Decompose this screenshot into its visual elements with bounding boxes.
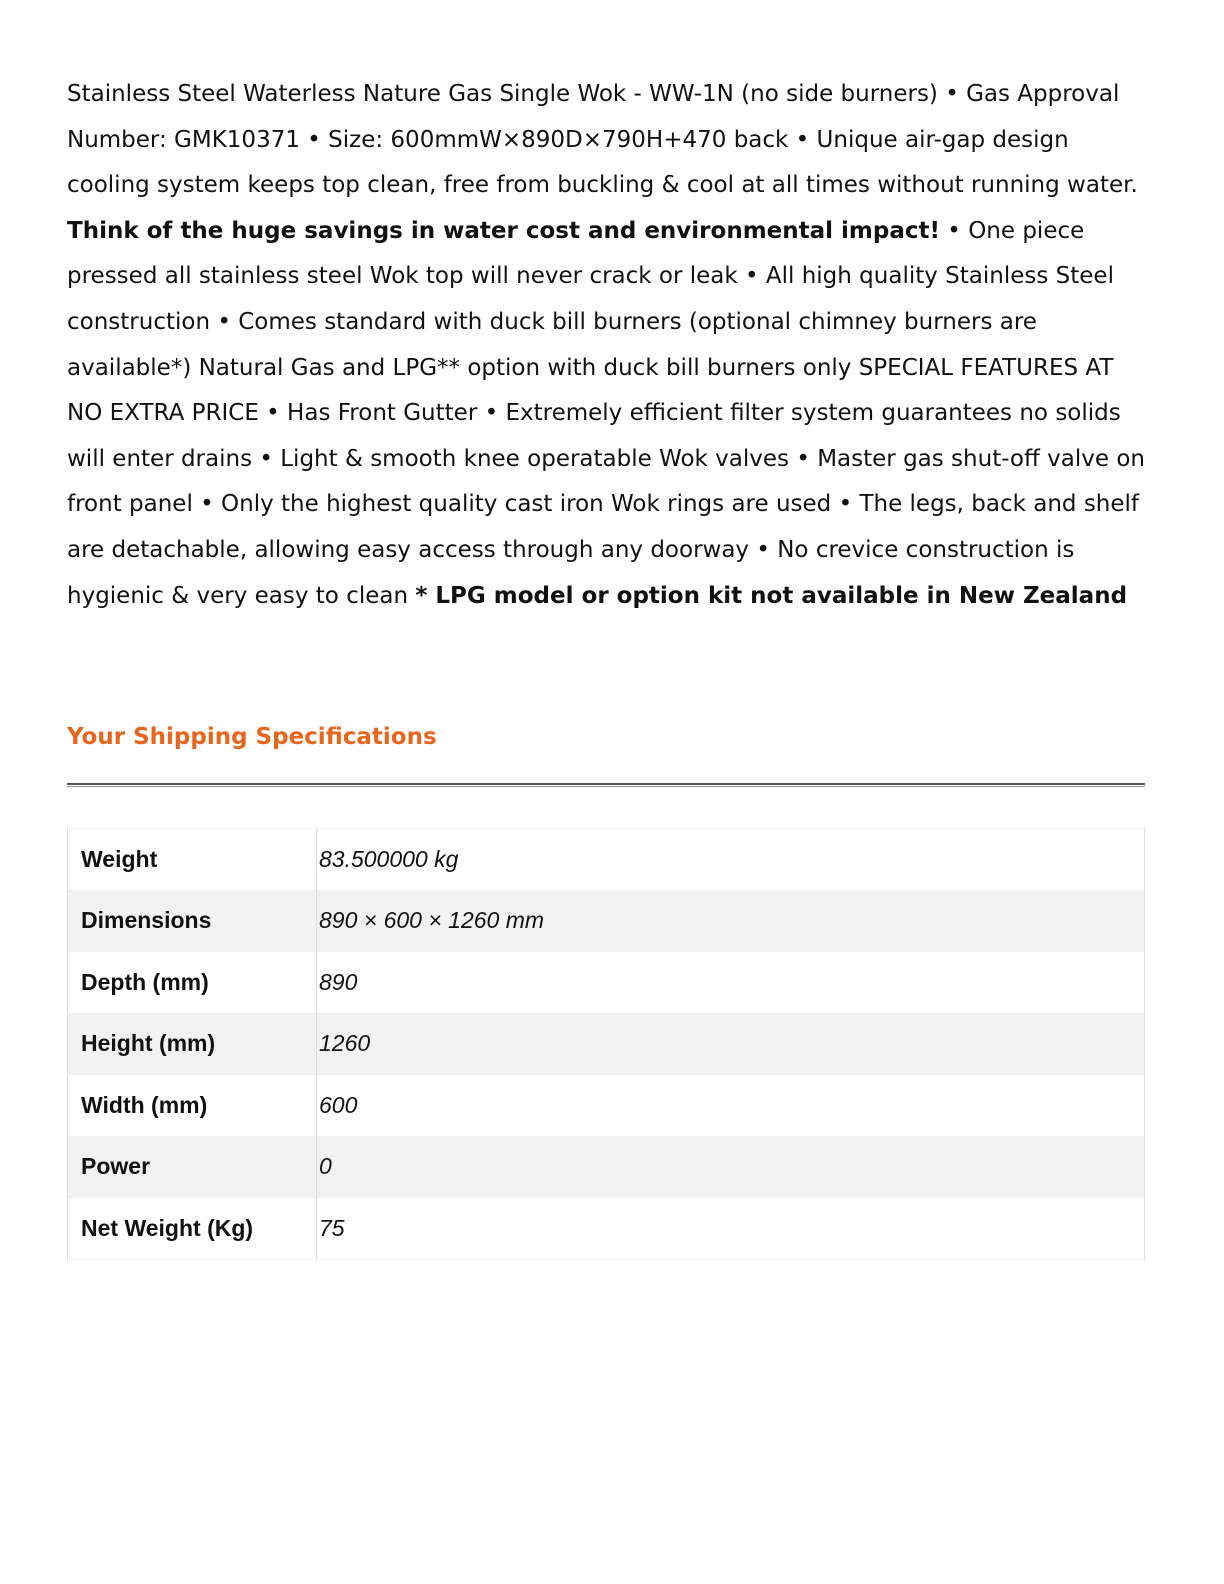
description-body: • One piece pressed all stainless steel Wok top will never crack or leak • All high quality Stainless Steel construction • Comes standard with duck bill burners (optional chimney burners are available*) Natural Gas and LPG** option with duck bill burners only SPECIAL FEATURES AT NO EXTRA PRICE • Has Front Gutter • Extremely efficient filter system guarantees no solids will enter drains • Light & smooth knee operatable Wok valves • Master gas shut-off valve on front panel • Only the highest quality cast iron Wok rings are used • The legs, back and shelf are detachable, allowing easy access through any doorway • No crevice construction is hygienic & very easy to clean bbox=[67, 217, 1145, 609]
table-row bbox=[68, 952, 1145, 1014]
spec-value: 0 bbox=[319, 1153, 332, 1180]
table-row bbox=[68, 1198, 1145, 1260]
description-intro: Stainless Steel Waterless Nature Gas Single Wok - WW-1N (no side burners) • Gas Approval Number: GMK10371 • Size: 600mmW×890D×790H+470 back • Unique air-gap design cooling system keeps top clean, free from buckling & cool at all times without running water. bbox=[67, 81, 1138, 199]
spec-value: 890 bbox=[319, 968, 358, 995]
spec-label: Weight bbox=[68, 829, 317, 891]
table-row bbox=[68, 1013, 1145, 1075]
product-page bbox=[67, 72, 1145, 1241]
spec-value: 600 bbox=[319, 1091, 358, 1118]
spec-label: Height (mm) bbox=[68, 1013, 317, 1075]
description-highlight: Think of the huge savings in water cost and environmental impact! bbox=[67, 217, 940, 244]
section-divider bbox=[67, 783, 1145, 787]
table-row bbox=[68, 829, 1145, 891]
table-row bbox=[68, 1075, 1145, 1137]
shipping-specs-title: Your Shipping Specifications bbox=[67, 724, 437, 750]
spec-value: 75 bbox=[319, 1214, 345, 1241]
description-note: * LPG model or option kit not available in New Zealand bbox=[415, 582, 1128, 609]
shipping-specs-table bbox=[67, 828, 1145, 1260]
spec-value: 1260 bbox=[319, 1030, 371, 1057]
spec-label: Net Weight (Kg) bbox=[68, 1198, 317, 1260]
spec-label: Width (mm) bbox=[68, 1075, 317, 1137]
spec-label: Depth (mm) bbox=[68, 952, 317, 1014]
spec-label: Dimensions bbox=[68, 890, 317, 952]
spec-value: 83.500000 kg bbox=[319, 845, 459, 872]
spec-label: Power bbox=[68, 1136, 317, 1198]
spec-value: 890 × 600 × 1260 mm bbox=[319, 907, 545, 934]
table-row bbox=[68, 890, 1145, 952]
product-description bbox=[67, 72, 1145, 619]
table-row bbox=[68, 1136, 1145, 1198]
